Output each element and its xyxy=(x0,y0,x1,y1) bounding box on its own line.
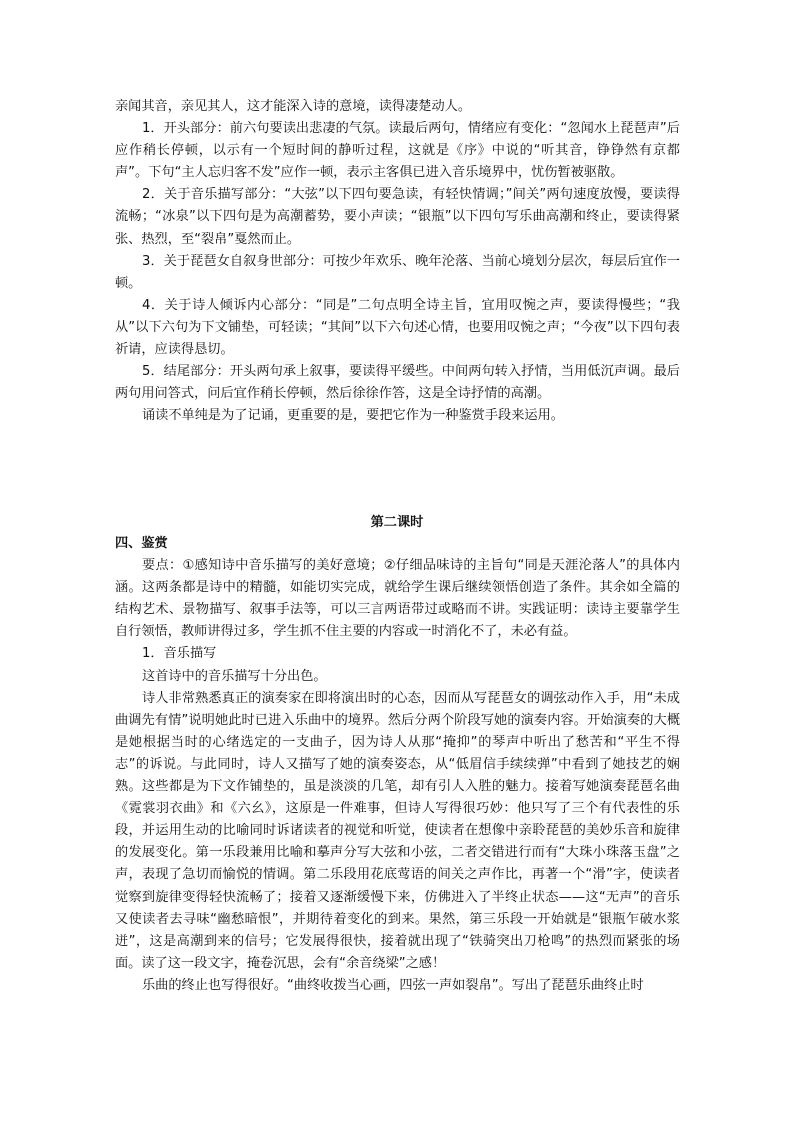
intro-paragraph: 亲闻其音，亲见其人，这才能深入诗的意境，读得凄楚动人。 xyxy=(115,99,472,114)
appreciation-section xyxy=(115,533,680,997)
body-paragraph: 这首诗中的音乐描写十分出色。 xyxy=(142,668,327,684)
body-paragraph: 乐曲的终止也写得很好。“曲终收拨当心画，四弦一声如裂帛”。写出了琵琶乐曲终止时 xyxy=(142,977,644,993)
body-paragraph: 诗人非常熟悉真正的演奏家在即将演出时的心态，因而从写琵琶女的调弦动作入手，用“未成曲调先有情”说明她此时已进入乐曲中的境界。然后分两个阶段写她的演奏内容。开始演奏的大概是她根据当时的心绪选定的一支曲子，因为诗人从那“掩抑”的琴声中听出了愁苦和“平生不得志”的诉说。与此同时，诗人又描写了她的演奏姿态，从“低眉信手续续弹”中看到了她技艺的娴熟。这些都是为下文作铺垫的，虽是淡淡的几笔，却有引人入胜的魅力。接着写她演奏琵琶名曲《霓裳羽衣曲》和《六幺》，这原是一件难事，但诗人写得很巧妙：他只写了三个有代表性的乐段，并运用生动的比喻同时诉诸读者的视觉和听觉，使读者在想像中亲聆琵琶的美妙乐音和旋律的发展变化。第一乐段兼用比喻和摹声分写大弦和小弦，二者交错进行而有“大珠小珠落玉盘”之声，表现了急切而愉悦的情调。第二乐段用花底莺语的间关之声作比，再著一个“滑”字，使读者觉察到旋律变得轻快流畅了；接着又逐渐缓慢下来，仿佛进入了半终止状态——这“无声”的音乐又使读者去寻味“幽愁暗恨”，并期待着变化的到来。果然，第三乐段一开始就是“银瓶乍破水浆迸”，这是高潮到来的信号；它发展得很快，接着就出现了“铁骑突出刀枪鸣”的热烈而紧张的场面。读了这一段文字，掩卷沉思，会有“余音绕梁”之感！ xyxy=(115,690,680,971)
list-item: 4．关于诗人倾诉内心部分：“同是”二句点明全诗主旨，宜用叹惋之声，要读得慢些；“我从”以下六句为下文铺垫，可轻读；“其间”以下六句述心情，也要用叹惋之声；“今夜”以下四句表祈请，应读得恳切。 xyxy=(115,297,680,358)
recitation-section xyxy=(115,96,680,427)
list-item: 2．关于音乐描写部分：“大弦”以下四句要急读，有轻快情调；”间关”两句速度放慢，要读得流畅；“冰泉”以下四句是为高潮蓄势，要小声读；“银瓶”以下四句写乐曲高潮和终止，要读得紧张、热烈，至“裂帛”戛然而止。 xyxy=(115,187,680,247)
list-item: 5．结尾部分：开头两句承上叙事，要读得平缓些。中间两句转入抒情，当用低沉声调。最后两句用问答式，问后宜作稍长停顿，然后徐徐作答，这是全诗抒情的高潮。 xyxy=(115,364,680,402)
closing-paragraph: 诵读不单纯是为了记诵，更重要的是，要把它作为一种鉴赏手段来运用。 xyxy=(142,408,564,424)
list-item: 1．开头部分：前六句要读出悲凄的气氛。读最后两句，情绪应有变化：“忽闻水上琵琶声”后应作稍长停顿，以示有一个短时间的静听过程，这就是《序》中说的“听其音，铮铮然有京都声”。下句“主人忘归客不发”应作一顿，表示主客俱已进入音乐境界中，忧伤暂被驱散。 xyxy=(115,121,680,181)
list-item: 3．关于琵琶女自叙身世部分：可按少年欢乐、晚年沦落、当前心境划分层次，每层后宜作一顿。 xyxy=(115,253,680,291)
sub-heading: 1．音乐描写 xyxy=(142,646,217,662)
key-points-paragraph: 要点：①感知诗中音乐描写的美好意境；②仔细品味诗的主旨句“同是天涯沦落人”的具体内涵。这两条都是诗中的精髓，如能切实完成，就给学生课后继续领悟创造了条件。其余如全篇的结构艺术、景物描写、叙事手法等，可以三言两语带过或略而不讲。实践证明：读诗主要靠学生自行领悟，教师讲得过多，学生抓不住主要的内容或一时消化不了，未必有益。 xyxy=(115,558,680,640)
section-heading: 四、鉴赏 xyxy=(115,536,168,551)
lesson-title: 第二课时 xyxy=(370,515,424,530)
